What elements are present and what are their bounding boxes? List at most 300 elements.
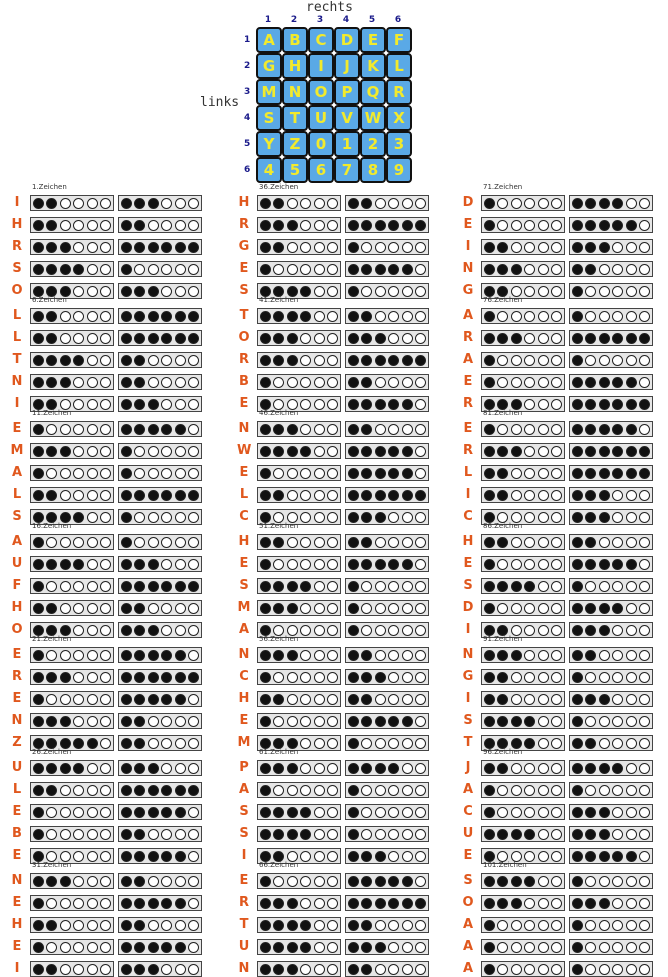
signal-letter: O — [11, 283, 23, 298]
torch-on-dot — [134, 559, 145, 570]
torch-off-dot — [551, 537, 562, 548]
torch-off-dot — [300, 964, 311, 975]
torch-on-dot — [260, 603, 271, 614]
torch-on-dot — [375, 559, 386, 570]
torch-off-dot — [585, 942, 596, 953]
block-caption: 36.Zeichen — [259, 183, 299, 191]
torch-on-dot — [287, 964, 298, 975]
torch-off-dot — [134, 446, 145, 457]
signal-letter: U — [11, 760, 23, 775]
torch-off-dot — [538, 242, 549, 253]
torch-on-dot — [260, 377, 271, 388]
torch-on-dot — [348, 964, 359, 975]
torch-off-dot — [626, 964, 637, 975]
block-caption: 41.Zeichen — [259, 296, 299, 304]
torch-off-dot — [327, 537, 338, 548]
signal-letter: E — [239, 465, 249, 480]
right-torch-box — [569, 352, 653, 368]
key-cell: R — [386, 79, 412, 105]
signal-letter: T — [12, 352, 22, 367]
torch-off-dot — [599, 355, 610, 366]
torch-on-dot — [134, 220, 145, 231]
torch-off-dot — [415, 625, 426, 636]
torch-off-dot — [524, 807, 535, 818]
left-torch-box — [257, 804, 341, 820]
torch-off-dot — [524, 198, 535, 209]
torch-on-dot — [585, 424, 596, 435]
torch-on-dot — [388, 716, 399, 727]
torch-on-dot — [46, 490, 57, 501]
torch-off-dot — [100, 785, 111, 796]
torch-off-dot — [524, 424, 535, 435]
torch-on-dot — [599, 763, 610, 774]
torch-on-dot — [402, 399, 413, 410]
torch-on-dot — [60, 242, 71, 253]
signal-letter: A — [462, 961, 474, 976]
links-label: links — [200, 95, 240, 110]
signal-letter: A — [11, 465, 23, 480]
signal-letter: E — [463, 374, 473, 389]
torch-off-dot — [551, 603, 562, 614]
torch-on-dot — [33, 785, 44, 796]
torch-on-dot — [46, 763, 57, 774]
torch-on-dot — [175, 581, 186, 592]
torch-on-dot — [287, 763, 298, 774]
torch-on-dot — [148, 694, 159, 705]
torch-on-dot — [33, 942, 44, 953]
torch-off-dot — [73, 898, 84, 909]
torch-off-dot — [148, 468, 159, 479]
torch-off-dot — [300, 650, 311, 661]
key-cell: C — [308, 27, 334, 53]
torch-on-dot — [572, 333, 583, 344]
torch-off-dot — [639, 355, 650, 366]
left-torch-box — [30, 487, 114, 503]
right-torch-box — [569, 826, 653, 842]
torch-off-dot — [100, 490, 111, 501]
torch-off-dot — [375, 625, 386, 636]
torch-off-dot — [73, 964, 84, 975]
torch-on-dot — [148, 672, 159, 683]
right-torch-box — [345, 308, 429, 324]
torch-off-dot — [524, 898, 535, 909]
torch-on-dot — [33, 333, 44, 344]
block-caption: 96.Zeichen — [483, 748, 523, 756]
left-torch-box — [481, 691, 565, 707]
torch-off-dot — [388, 424, 399, 435]
torch-on-dot — [33, 559, 44, 570]
torch-off-dot — [538, 377, 549, 388]
torch-on-dot — [572, 355, 583, 366]
right-torch-box — [118, 578, 202, 594]
torch-on-dot — [33, 424, 44, 435]
torch-on-dot — [375, 851, 386, 862]
torch-off-dot — [402, 942, 413, 953]
torch-off-dot — [300, 876, 311, 887]
right-torch-box — [118, 261, 202, 277]
key-cell: N — [282, 79, 308, 105]
torch-on-dot — [33, 964, 44, 975]
torch-on-dot — [348, 603, 359, 614]
torch-off-dot — [314, 851, 325, 862]
torch-on-dot — [287, 807, 298, 818]
torch-off-dot — [287, 559, 298, 570]
torch-off-dot — [300, 264, 311, 275]
torch-off-dot — [73, 468, 84, 479]
torch-off-dot — [148, 920, 159, 931]
torch-on-dot — [148, 198, 159, 209]
left-torch-box — [257, 217, 341, 233]
torch-on-dot — [121, 898, 132, 909]
torch-off-dot — [73, 377, 84, 388]
torch-on-dot — [134, 672, 145, 683]
torch-off-dot — [300, 559, 311, 570]
torch-on-dot — [599, 603, 610, 614]
torch-on-dot — [348, 424, 359, 435]
right-torch-box — [569, 895, 653, 911]
torch-on-dot — [348, 738, 359, 749]
torch-off-dot — [524, 785, 535, 796]
torch-off-dot — [551, 851, 562, 862]
right-torch-box — [118, 465, 202, 481]
torch-on-dot — [484, 198, 495, 209]
torch-off-dot — [273, 672, 284, 683]
torch-off-dot — [497, 355, 508, 366]
torch-on-dot — [524, 738, 535, 749]
torch-on-dot — [161, 898, 172, 909]
torch-off-dot — [538, 424, 549, 435]
torch-on-dot — [626, 468, 637, 479]
torch-off-dot — [639, 512, 650, 523]
row-number: 2 — [244, 61, 251, 71]
signal-letter: N — [238, 961, 250, 976]
torch-on-dot — [134, 942, 145, 953]
torch-off-dot — [511, 603, 522, 614]
torch-on-dot — [585, 446, 596, 457]
column-number: 4 — [342, 15, 350, 25]
torch-off-dot — [300, 625, 311, 636]
torch-off-dot — [175, 512, 186, 523]
torch-off-dot — [161, 829, 172, 840]
torch-off-dot — [639, 672, 650, 683]
torch-off-dot — [639, 625, 650, 636]
torch-off-dot — [639, 424, 650, 435]
torch-on-dot — [361, 424, 372, 435]
torch-off-dot — [327, 242, 338, 253]
torch-on-dot — [484, 898, 495, 909]
left-torch-box — [257, 826, 341, 842]
left-torch-box — [257, 556, 341, 572]
torch-off-dot — [73, 672, 84, 683]
torch-on-dot — [402, 355, 413, 366]
torch-off-dot — [60, 490, 71, 501]
torch-on-dot — [161, 581, 172, 592]
torch-off-dot — [148, 603, 159, 614]
torch-on-dot — [300, 311, 311, 322]
torch-off-dot — [175, 537, 186, 548]
torch-off-dot — [188, 694, 199, 705]
torch-off-dot — [375, 286, 386, 297]
torch-on-dot — [585, 537, 596, 548]
torch-off-dot — [551, 286, 562, 297]
signal-letter: U — [462, 826, 474, 841]
torch-on-dot — [402, 898, 413, 909]
torch-off-dot — [46, 650, 57, 661]
torch-off-dot — [73, 603, 84, 614]
signal-letter: R — [462, 443, 473, 458]
torch-on-dot — [375, 512, 386, 523]
torch-off-dot — [524, 355, 535, 366]
torch-on-dot — [121, 468, 132, 479]
torch-off-dot — [402, 763, 413, 774]
torch-off-dot — [511, 468, 522, 479]
key-cell: K — [360, 53, 386, 79]
torch-on-dot — [361, 377, 372, 388]
torch-off-dot — [175, 468, 186, 479]
torch-off-dot — [612, 650, 623, 661]
torch-off-dot — [612, 537, 623, 548]
torch-off-dot — [375, 377, 386, 388]
torch-on-dot — [348, 468, 359, 479]
torch-off-dot — [73, 242, 84, 253]
torch-off-dot — [511, 920, 522, 931]
torch-off-dot — [538, 829, 549, 840]
signal-letter: I — [465, 622, 471, 637]
signal-letter: E — [463, 556, 473, 571]
torch-on-dot — [415, 490, 426, 501]
torch-off-dot — [100, 264, 111, 275]
torch-on-dot — [511, 333, 522, 344]
torch-on-dot — [134, 625, 145, 636]
torch-off-dot — [100, 716, 111, 727]
torch-off-dot — [300, 468, 311, 479]
torch-off-dot — [402, 964, 413, 975]
signal-letter: R — [462, 396, 473, 411]
torch-off-dot — [511, 424, 522, 435]
torch-off-dot — [327, 807, 338, 818]
right-torch-box — [118, 509, 202, 525]
block-caption: 26.Zeichen — [32, 748, 72, 756]
torch-off-dot — [314, 672, 325, 683]
torch-on-dot — [148, 559, 159, 570]
torch-off-dot — [551, 876, 562, 887]
signal-letter: E — [239, 713, 249, 728]
torch-off-dot — [87, 220, 98, 231]
torch-off-dot — [87, 264, 98, 275]
block-caption: 46.Zeichen — [259, 409, 299, 417]
right-torch-box — [569, 622, 653, 638]
torch-on-dot — [134, 355, 145, 366]
torch-on-dot — [46, 672, 57, 683]
torch-off-dot — [511, 311, 522, 322]
torch-off-dot — [300, 785, 311, 796]
torch-on-dot — [161, 311, 172, 322]
right-torch-box — [569, 195, 653, 211]
torch-on-dot — [175, 942, 186, 953]
left-torch-box — [30, 895, 114, 911]
torch-off-dot — [188, 898, 199, 909]
torch-on-dot — [572, 650, 583, 661]
torch-off-dot — [188, 829, 199, 840]
torch-off-dot — [60, 694, 71, 705]
right-torch-box — [345, 782, 429, 798]
torch-off-dot — [415, 964, 426, 975]
signal-letter: E — [463, 217, 473, 232]
torch-on-dot — [612, 468, 623, 479]
torch-off-dot — [612, 311, 623, 322]
torch-off-dot — [73, 198, 84, 209]
torch-off-dot — [100, 898, 111, 909]
torch-on-dot — [599, 399, 610, 410]
right-torch-box — [569, 782, 653, 798]
torch-off-dot — [415, 399, 426, 410]
torch-on-dot — [121, 311, 132, 322]
torch-on-dot — [572, 264, 583, 275]
torch-off-dot — [388, 851, 399, 862]
right-torch-box — [569, 917, 653, 933]
torch-off-dot — [361, 625, 372, 636]
torch-on-dot — [260, 942, 271, 953]
torch-off-dot — [314, 446, 325, 457]
torch-on-dot — [121, 377, 132, 388]
torch-on-dot — [134, 920, 145, 931]
torch-on-dot — [260, 355, 271, 366]
left-torch-box — [481, 556, 565, 572]
left-torch-box — [481, 195, 565, 211]
block-caption: 61.Zeichen — [259, 748, 299, 756]
torch-off-dot — [327, 355, 338, 366]
torch-on-dot — [161, 650, 172, 661]
torch-on-dot — [361, 851, 372, 862]
right-torch-box — [569, 534, 653, 550]
torch-off-dot — [73, 716, 84, 727]
torch-off-dot — [639, 829, 650, 840]
left-torch-box — [257, 917, 341, 933]
torch-off-dot — [415, 785, 426, 796]
torch-on-dot — [33, 537, 44, 548]
torch-on-dot — [148, 581, 159, 592]
torch-off-dot — [314, 311, 325, 322]
torch-off-dot — [524, 512, 535, 523]
torch-on-dot — [511, 876, 522, 887]
torch-on-dot — [273, 446, 284, 457]
right-torch-box — [569, 961, 653, 977]
torch-on-dot — [585, 264, 596, 275]
torch-on-dot — [121, 625, 132, 636]
key-cell: W — [360, 105, 386, 131]
torch-off-dot — [188, 399, 199, 410]
torch-off-dot — [415, 512, 426, 523]
torch-off-dot — [626, 625, 637, 636]
torch-off-dot — [314, 964, 325, 975]
torch-on-dot — [388, 399, 399, 410]
torch-off-dot — [402, 625, 413, 636]
torch-on-dot — [572, 694, 583, 705]
torch-off-dot — [100, 694, 111, 705]
right-torch-box — [118, 804, 202, 820]
torch-on-dot — [375, 716, 386, 727]
torch-on-dot — [572, 468, 583, 479]
key-cell: L — [386, 53, 412, 79]
torch-off-dot — [87, 581, 98, 592]
torch-on-dot — [273, 650, 284, 661]
torch-on-dot — [415, 355, 426, 366]
torch-on-dot — [60, 716, 71, 727]
torch-on-dot — [46, 377, 57, 388]
torch-on-dot — [33, 672, 44, 683]
torch-on-dot — [361, 399, 372, 410]
torch-off-dot — [585, 785, 596, 796]
signal-letter: S — [463, 713, 473, 728]
torch-on-dot — [599, 242, 610, 253]
torch-off-dot — [585, 286, 596, 297]
torch-on-dot — [484, 964, 495, 975]
torch-on-dot — [273, 603, 284, 614]
right-torch-box — [569, 804, 653, 820]
torch-on-dot — [572, 286, 583, 297]
signal-letter: R — [238, 352, 249, 367]
right-torch-box — [345, 760, 429, 776]
signal-letter: S — [239, 826, 249, 841]
torch-on-dot — [121, 942, 132, 953]
torch-off-dot — [402, 581, 413, 592]
left-torch-box — [257, 443, 341, 459]
signal-letter: L — [463, 465, 473, 480]
torch-on-dot — [287, 920, 298, 931]
torch-on-dot — [484, 603, 495, 614]
torch-off-dot — [402, 829, 413, 840]
torch-off-dot — [100, 625, 111, 636]
torch-on-dot — [161, 333, 172, 344]
torch-off-dot — [60, 603, 71, 614]
torch-off-dot — [300, 333, 311, 344]
torch-off-dot — [100, 355, 111, 366]
torch-off-dot — [134, 264, 145, 275]
torch-on-dot — [402, 446, 413, 457]
torch-on-dot — [121, 198, 132, 209]
torch-on-dot — [348, 446, 359, 457]
torch-off-dot — [87, 898, 98, 909]
torch-off-dot — [287, 716, 298, 727]
torch-off-dot — [100, 311, 111, 322]
torch-off-dot — [327, 559, 338, 570]
left-torch-box — [481, 917, 565, 933]
torch-off-dot — [327, 220, 338, 231]
torch-off-dot — [599, 672, 610, 683]
torch-on-dot — [121, 807, 132, 818]
torch-off-dot — [175, 355, 186, 366]
torch-on-dot — [361, 650, 372, 661]
torch-on-dot — [260, 220, 271, 231]
torch-off-dot — [388, 198, 399, 209]
torch-on-dot — [273, 333, 284, 344]
torch-on-dot — [134, 807, 145, 818]
torch-on-dot — [300, 829, 311, 840]
left-torch-box — [481, 669, 565, 685]
torch-on-dot — [585, 738, 596, 749]
torch-off-dot — [175, 920, 186, 931]
torch-off-dot — [524, 333, 535, 344]
torch-off-dot — [639, 311, 650, 322]
torch-off-dot — [87, 807, 98, 818]
torch-on-dot — [260, 242, 271, 253]
right-torch-box — [569, 600, 653, 616]
torch-off-dot — [415, 242, 426, 253]
torch-off-dot — [415, 311, 426, 322]
torch-off-dot — [46, 807, 57, 818]
torch-off-dot — [415, 424, 426, 435]
torch-off-dot — [551, 625, 562, 636]
